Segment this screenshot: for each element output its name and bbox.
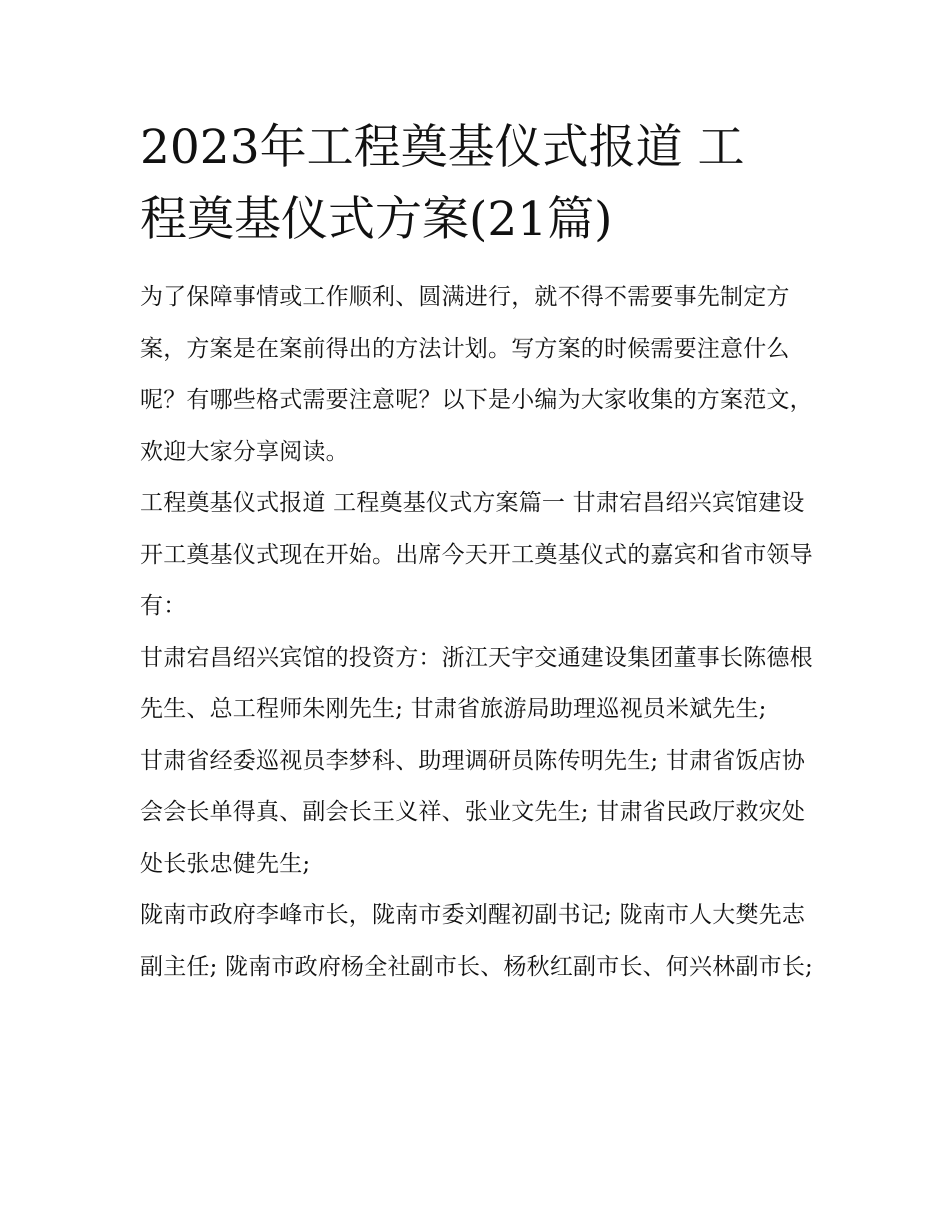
paragraph-provincial-officials: 甘肃省经委巡视员李梦科、助理调研员陈传明先生; 甘肃省饭店协会会长单得真、副会长王义祥、张业文先生; 甘肃省民政厅救灾处处长张忠健先生; [140,747,806,877]
document-page [140,112,820,993]
document-title [140,112,820,256]
paragraph-intro: 为了保障事情或工作顺利、圆满进行，就不得不需要事先制定方案，方案是在案前得出的方法计划。写方案的时候需要注意什么呢？有哪些格式需要注意呢？以下是小编为大家收集的方案范文，欢迎大家分享阅读。 [140,284,813,465]
title-line-1: 2023年工程奠基仪式报道 工 [140,120,745,175]
paragraph-section-one: 工程奠基仪式报道 工程奠基仪式方案篇一 甘肃宕昌绍兴宾馆建设开工奠基仪式现在开始。出席今天开工奠基仪式的嘉宾和省市领导有： [140,490,813,619]
title-line-2: 程奠基仪式方案(21篇) [140,192,613,247]
document-body [140,272,820,993]
paragraph-investors: 甘肃宕昌绍兴宾馆的投资方：浙江天宇交通建设集团董事长陈德根先生、总工程师朱刚先生; 甘肃省旅游局助理巡视员米斌先生; [140,644,813,722]
paragraph-city-officials: 陇南市政府李峰市长，陇南市委刘醒初副书记; 陇南市人大樊先志副主任; 陇南市政府杨全社副市长、杨秋红副市长、何兴林副市长; [140,902,814,980]
